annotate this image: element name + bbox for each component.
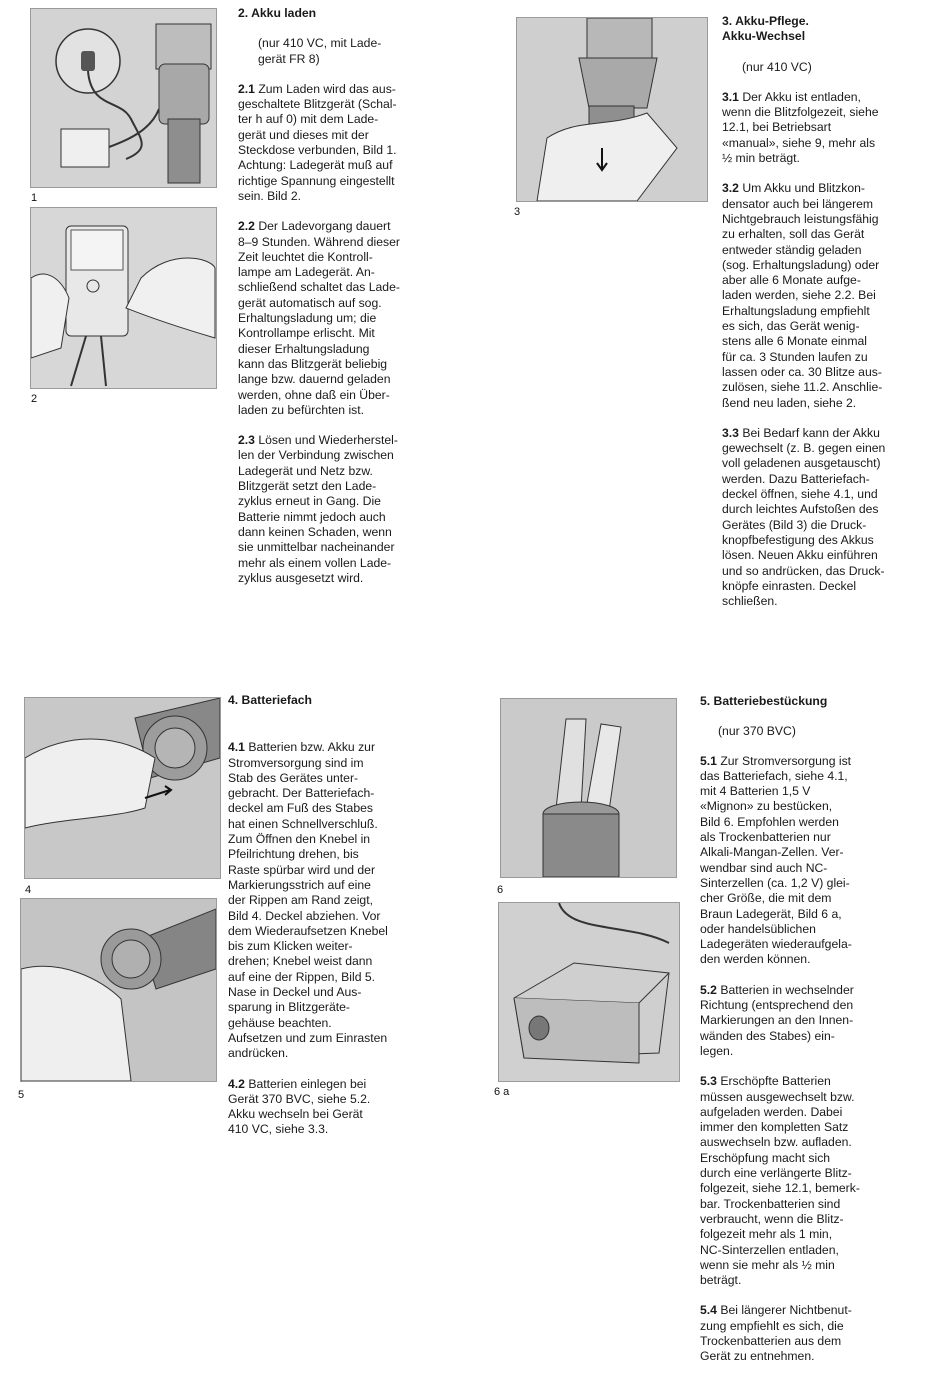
section-3-heading: 3. Akku-Pflege. Akku-Wechsel: [722, 14, 809, 44]
figure-4-cover-open: [24, 697, 221, 879]
paragraph-number: 3.3: [722, 425, 739, 440]
section-2-heading: 2. Akku laden: [238, 6, 317, 20]
paragraph-3-3: [722, 426, 932, 610]
section-4-heading: 4. Batteriefach: [228, 693, 312, 707]
paragraph-2-1: [238, 82, 438, 204]
paragraph-text: Zum Laden wird das aus- geschaltete Blitzgerät (Schal- ter h auf 0) mit dem Lade- gerät und dieses mit der Steckdose verbunden, Bild 1. Achtung: Ladegerät muß auf richtige Spannung eingestellt sein. Bild 2.: [238, 81, 397, 203]
paragraph-text: Erschöpfte Batterien müssen ausgewechselt bzw. aufgeladen werden. Dabei immer den kompletten Satz auswechseln bzw. aufladen. Erschöpfung macht sich durch eine verlängerte Blitz- folgezeit, siehe 12.1, bemerk- bar. Trockenbatterien sind verbraucht, wenn die Blitz- folgezeit mehr als 1 min, NC-Sinterzellen entladen, wenn sie mehr als ½ min beträgt.: [700, 1074, 860, 1288]
charger-illustration: [31, 9, 216, 187]
paragraph-number: 2.2: [238, 219, 255, 234]
figure-5-cover-close: [20, 898, 217, 1082]
section-2-subheading: (nur 410 VC, mit Lade- gerät FR 8): [258, 36, 382, 66]
paragraph-4-2: [228, 1077, 438, 1138]
paragraph-text: Batterien einlegen bei Gerät 370 BVC, siehe 5.2. Akku wechseln bei Gerät 410 VC, siehe 3.3.: [228, 1076, 371, 1137]
paragraph-5-4: [700, 1303, 910, 1364]
figure-6a-charger: [498, 902, 680, 1082]
paragraph-text: Zur Stromversorgung ist das Batteriefach, siehe 4.1, mit 4 Batterien 1,5 V «Mignon» zu bestücken, Bild 6. Empfohlen werden als Trockenbatterien nur Alkali-Mangan-Zellen. Ver- wendbar sind auch NC- Sinterzellen (ca. 1,2 V) glei- cher Größe, die mit dem Braun Ladegerät, Bild 6 a, oder handelsüblichen Ladegeräten wiederaufgela- den werden können.: [700, 753, 852, 967]
paragraph-number: 4.1: [228, 740, 245, 755]
paragraph-text: Batterien bzw. Akku zur Stromversorgung sind im Stab des Gerätes unter- gebracht. Der Batteriefach- deckel am Fuß des Stabes hat einen Schnellverschluß. Zum Öffnen den Knebel in Pfeilrichtung drehen, bis Raste spürbar wird und der Markierungsstrich auf eine der Rippen am Rand zeigt, Bild 4. Deckel abziehen. Vor dem Wiederaufsetzen Knebel bis zum Klicken weiter- drehen; Knebel weist dann auf eine der Rippen, Bild 5. Nase in Deckel und Aus- sparung in Blitzgeräte- gehäuse beachten. Aufsetzen und zum Einrasten andrücken.: [228, 740, 388, 1061]
paragraph-text: Batterien in wechselnder Richtung (entsprechend den Markierungen an den Innen- wänden des Stabes) ein- legen.: [700, 982, 854, 1058]
paragraph-3-2: [722, 181, 932, 410]
battery-removal-illustration: [517, 18, 707, 201]
paragraph-number: 4.2: [228, 1076, 245, 1091]
paragraph-number: 5.1: [700, 753, 717, 768]
figure-3-number: 3: [514, 206, 521, 218]
paragraph-5-1: [700, 754, 910, 968]
figure-3-battery-removal: [516, 17, 708, 202]
figure-6-number: 6: [497, 884, 504, 896]
figure-1-charger-connection: [30, 8, 217, 188]
paragraph-2-2: [238, 219, 438, 418]
paragraph-text: Der Akku ist entladen, wenn die Blitzfolgezeit, siehe 12.1, bei Betriebsart «manual», siehe 9, mehr als ½ min beträgt.: [722, 89, 879, 166]
section-3-subheading: (nur 410 VC): [742, 59, 812, 74]
charger-box-illustration: [499, 903, 679, 1081]
paragraph-text: Lösen und Wiederherstel- len der Verbindung zwischen Ladegerät und Netz bzw. Blitzgerät setzt den Lade- zyklus erneut in Gang. Die Batterie nimmt jedoch auch dann keinen Schaden, wenn sie unmittelbar nacheinander mehr als einem vollen Lade- zyklus ausgesetzt wird.: [238, 433, 398, 585]
paragraph-number: 3.2: [722, 181, 739, 196]
figure-1-number: 1: [31, 192, 38, 204]
paragraph-number: 2.1: [238, 81, 255, 96]
section-3-column: [722, 14, 932, 624]
paragraph-2-3: [238, 433, 438, 586]
figure-2-charger-hands: [30, 207, 217, 389]
charger-hands-illustration: [31, 208, 216, 388]
paragraph-number: 5.2: [700, 982, 717, 997]
paragraph-text: Bei Bedarf kann der Akku gewechselt (z. B. gegen einen voll geladenen ausgetauscht) werden. Dazu Batteriefach- deckel öffnen, siehe 4.1, und durch leichtes Aufstoßen des Gerätes (Bild 3) die Druck- knopfbefestigung des Akkus lösen. Neuen Akku einführen und so andrücken, das Druck- knöpfe einrasten. Deckel schließen.: [722, 425, 886, 609]
paragraph-4-1: [228, 740, 438, 1061]
paragraph-text: Um Akku und Blitzkon- densator auch bei längerem Nichtgebrauch leistungsfähig zu erhalten, soll das Gerät entweder ständig geladen (sog. Erhaltungsladung) oder aber alle 6 Monate aufge- laden werden, siehe 2.2. Bei Erhaltungsladung empfiehlt es sich, das Gerät wenig- stens alle 6 Monate einmal für ca. 3 Stunden laufen zu lassen oder ca. 30 Blitze aus- zulösen, siehe 11.2. Anschlie- ßend neu laden, siehe 2.: [722, 181, 883, 410]
paragraph-5-2: [700, 983, 910, 1059]
paragraph-text: Bei längerer Nichtbenut- zung empfiehlt es sich, die Trockenbatterien aus dem Gerät zu entnehmen.: [700, 1303, 852, 1364]
figure-4-number: 4: [25, 884, 32, 896]
figure-5-number: 5: [18, 1089, 25, 1101]
section-5-column: [700, 694, 910, 1380]
section-4-column: [228, 693, 438, 1153]
section-5-subheading: (nur 370 BVC): [718, 724, 796, 739]
cover-close-illustration: [21, 899, 216, 1081]
paragraph-5-3: [700, 1074, 910, 1288]
paragraph-number: 5.3: [700, 1074, 717, 1089]
batteries-illustration: [501, 699, 676, 877]
paragraph-number: 5.4: [700, 1303, 717, 1318]
paragraph-text: Der Ladevorgang dauert 8–9 Stunden. Während dieser Zeit leuchtet die Kontroll- lampe am Ladegerät. An- schließend schaltet das Lade- gerät automatisch auf sog. Erhaltungsladung um; die Kontrollampe erlischt. Mit dieser Erhaltungsladung kann das Blitzgerät beliebig lange bzw. dauernd geladen werden, ohne daß ein Über- laden zu befürchten ist.: [238, 219, 400, 417]
paragraph-3-1: [722, 90, 932, 166]
figure-2-number: 2: [31, 393, 38, 405]
figure-6a-number: 6 a: [494, 1086, 510, 1098]
section-2-column: [238, 6, 438, 601]
figure-6-batteries: [500, 698, 677, 878]
paragraph-number: 2.3: [238, 433, 255, 448]
paragraph-number: 3.1: [722, 89, 739, 104]
cover-open-illustration: [25, 698, 220, 878]
section-5-heading: 5. Batteriebestückung: [700, 694, 828, 708]
